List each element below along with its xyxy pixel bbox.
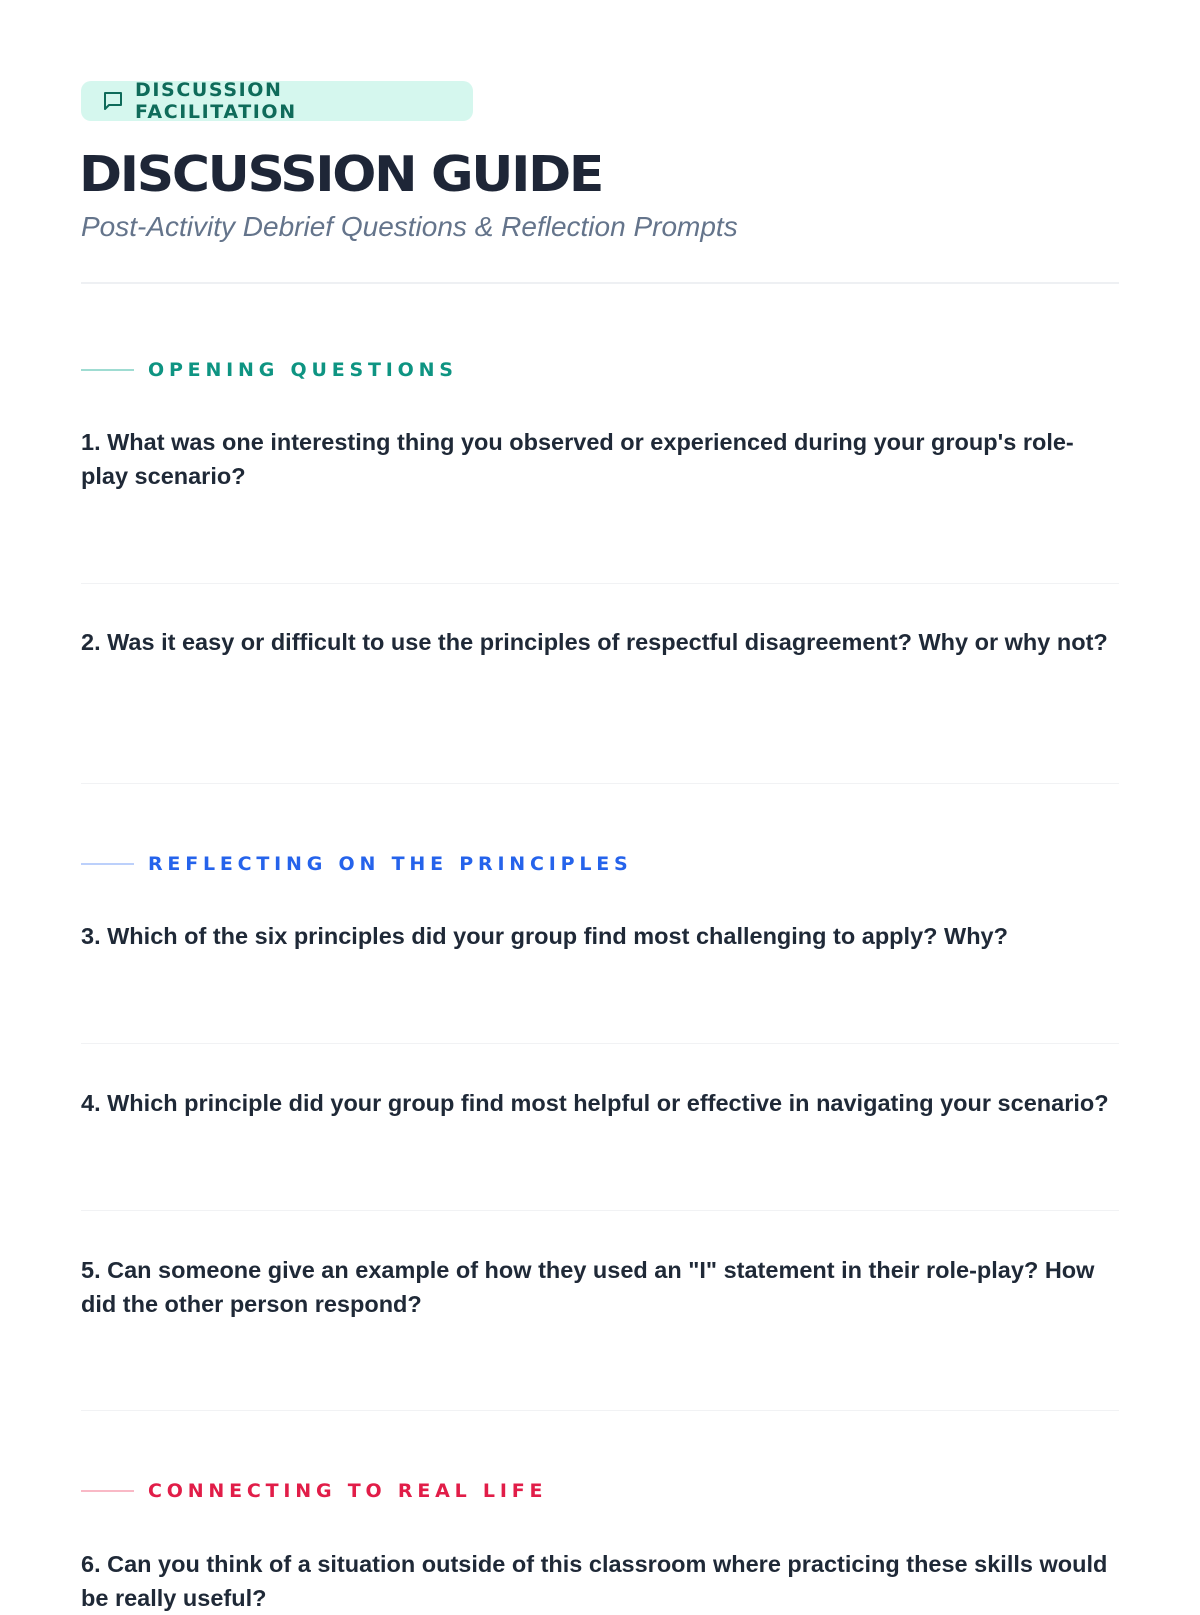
- answer-rule: [81, 583, 1119, 584]
- section-accent-line: [81, 369, 134, 371]
- page-title: DISCUSSION GUIDE: [79, 146, 603, 203]
- answer-rule: [81, 1210, 1119, 1211]
- header-divider: [81, 282, 1119, 284]
- question-2: 2. Was it easy or difficult to use the principles of respectful disagreement? Why or why not?: [81, 629, 1108, 655]
- answer-rule: [81, 783, 1119, 784]
- question-5: 5. Can someone give an example of how they used an "I" statement in their role-play? How did the other person respond?: [81, 1257, 1095, 1317]
- section-label: CONNECTING TO REAL LIFE: [148, 1480, 548, 1502]
- message-square-icon: [101, 89, 125, 113]
- question-4: 4. Which principle did your group find most helpful or effective in navigating your scenario?: [81, 1090, 1109, 1116]
- category-tag-label: DISCUSSION FACILITATION: [135, 79, 297, 123]
- section-heading-connecting-to-real-life: [81, 1480, 547, 1502]
- section-heading-opening-questions: [81, 359, 458, 381]
- section-label: OPENING QUESTIONS: [148, 359, 458, 381]
- page-subtitle: Post-Activity Debrief Questions & Reflection Prompts: [81, 211, 738, 242]
- section-label: REFLECTING ON THE PRINCIPLES: [148, 853, 633, 875]
- answer-rule: [81, 1043, 1119, 1044]
- section-accent-line: [81, 863, 134, 865]
- category-tag: [81, 81, 473, 121]
- section-accent-line: [81, 1490, 134, 1492]
- answer-rule: [81, 1410, 1119, 1411]
- question-3: 3. Which of the six principles did your group find most challenging to apply? Why?: [81, 923, 1008, 949]
- question-1: 1. What was one interesting thing you observed or experienced during your group's role-play scenario?: [81, 429, 1074, 489]
- section-heading-reflecting-on-the-principles: [81, 853, 633, 875]
- question-6: 6. Can you think of a situation outside of this classroom where practicing these skills would be really useful?: [81, 1551, 1108, 1611]
